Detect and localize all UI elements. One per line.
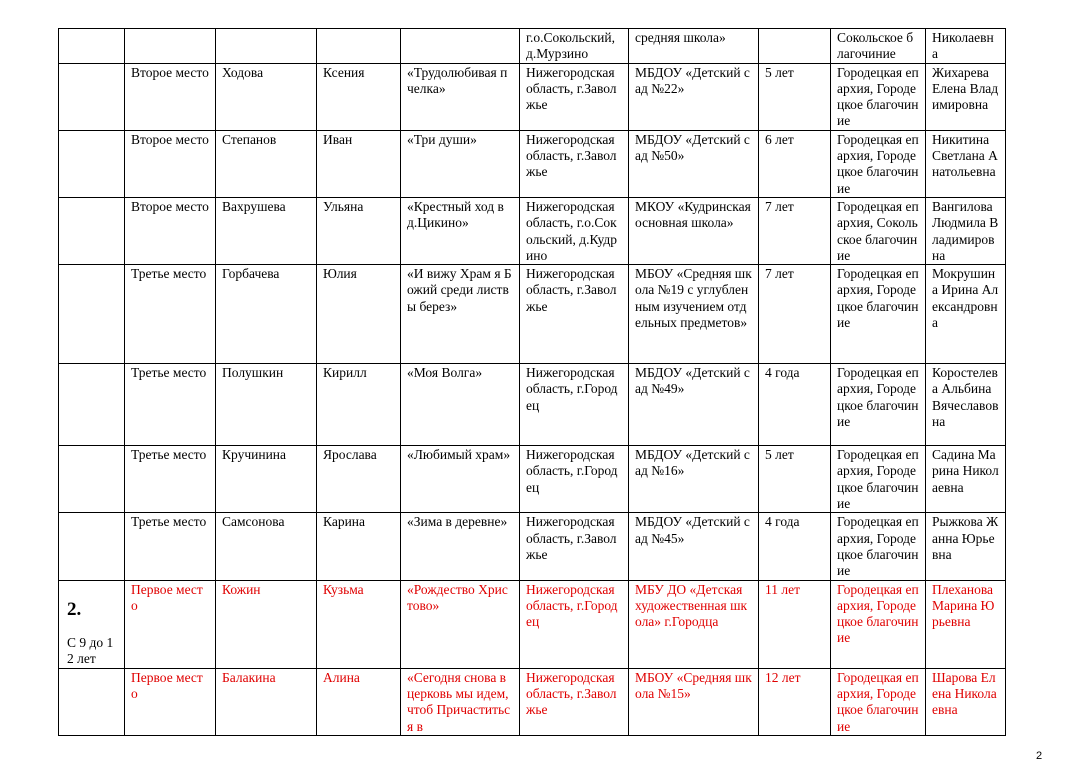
cell-name: Юлия bbox=[317, 265, 401, 364]
cell-diocese: Городецкая епархия, Городецкое благочиние bbox=[831, 130, 926, 197]
table-row bbox=[59, 130, 1006, 197]
cell-work-title: «Трудолюбивая пчелка» bbox=[401, 63, 520, 130]
cell-locality: Нижегородская область, г.Городец bbox=[520, 580, 629, 668]
cell-surname: Степанов bbox=[216, 130, 317, 197]
cell-institution: МБДОУ «Детский сад №49» bbox=[629, 364, 759, 446]
cell-institution: МБОУ «Средняя школа №15» bbox=[629, 668, 759, 735]
cell-institution: средняя школа» bbox=[629, 29, 759, 64]
cell-surname: Кручинина bbox=[216, 446, 317, 513]
cell-name: Ксения bbox=[317, 63, 401, 130]
cell-institution: МКОУ «Кудринская основная школа» bbox=[629, 197, 759, 264]
cell-teacher: Плеханова Марина Юрьевна bbox=[926, 580, 1006, 668]
cell-age: 5 лет bbox=[759, 446, 831, 513]
cell-age: 4 года bbox=[759, 364, 831, 446]
table-row bbox=[59, 668, 1006, 735]
cell-surname: Самсонова bbox=[216, 513, 317, 580]
cell-locality: Нижегородская область, г.Городец bbox=[520, 364, 629, 446]
cell-institution: МБОУ «Средняя школа №19 с углубленным изучением отдельных предметов» bbox=[629, 265, 759, 364]
cell-surname: Полушкин bbox=[216, 364, 317, 446]
cell-diocese: Городецкая епархия, Сокольское благочиние bbox=[831, 197, 926, 264]
cell-institution: МБДОУ «Детский сад №16» bbox=[629, 446, 759, 513]
cell-place: Третье место bbox=[125, 265, 216, 364]
cell-name: Ярослава bbox=[317, 446, 401, 513]
cell-number bbox=[59, 446, 125, 513]
cell-number bbox=[59, 513, 125, 580]
cell-teacher: Вангилова Людмила Владимировна bbox=[926, 197, 1006, 264]
cell-surname bbox=[216, 29, 317, 64]
cell-diocese: Городецкая епархия, Городецкое благочиние bbox=[831, 364, 926, 446]
cell-number bbox=[59, 130, 125, 197]
cell-surname: Горбачева bbox=[216, 265, 317, 364]
table-row bbox=[59, 513, 1006, 580]
cell-name: Кирилл bbox=[317, 364, 401, 446]
cell-work-title: «Зима в деревне» bbox=[401, 513, 520, 580]
cell-number bbox=[59, 197, 125, 264]
cell-locality: Нижегородская область, г.Городец bbox=[520, 446, 629, 513]
cell-age: 11 лет bbox=[759, 580, 831, 668]
cell-teacher: Коростелева Альбина Вячеславовна bbox=[926, 364, 1006, 446]
cell-work-title: «Сегодня снова в церковь мы идем, чтоб Причаститься в bbox=[401, 668, 520, 735]
cell-diocese: Городецкая епархия, Городецкое благочиние bbox=[831, 668, 926, 735]
cell-locality: Нижегородская область, г.Заволжье bbox=[520, 668, 629, 735]
cell-institution: МБДОУ «Детский сад №50» bbox=[629, 130, 759, 197]
cell-name bbox=[317, 29, 401, 64]
cell-teacher: Мокрушина Ирина Александровна bbox=[926, 265, 1006, 364]
cell-age: 7 лет bbox=[759, 197, 831, 264]
cell-surname: Кожин bbox=[216, 580, 317, 668]
cell-work-title: «Моя Волга» bbox=[401, 364, 520, 446]
cell-teacher: Никитина Светлана Анатольевна bbox=[926, 130, 1006, 197]
cell-place: Третье место bbox=[125, 446, 216, 513]
cell-institution: МБУ ДО «Детская художественная школа» г.Городца bbox=[629, 580, 759, 668]
cell-locality: Нижегородская область, г.Заволжье bbox=[520, 63, 629, 130]
cell-name: Карина bbox=[317, 513, 401, 580]
cell-locality: Нижегородская область, г.Заволжье bbox=[520, 513, 629, 580]
page-number: 2 bbox=[1036, 750, 1043, 762]
cell-institution: МБДОУ «Детский сад №45» bbox=[629, 513, 759, 580]
cell-section bbox=[59, 580, 125, 668]
cell-teacher: Рыжкова Жанна Юрьевна bbox=[926, 513, 1006, 580]
cell-place: Второе место bbox=[125, 63, 216, 130]
table-row bbox=[59, 580, 1006, 668]
cell-locality: Нижегородская область, г.о.Сокольский, д.Кудрино bbox=[520, 197, 629, 264]
cell-work-title: «Любимый храм» bbox=[401, 446, 520, 513]
cell-age: 6 лет bbox=[759, 130, 831, 197]
cell-place: Второе место bbox=[125, 197, 216, 264]
cell-surname: Вахрушева bbox=[216, 197, 317, 264]
table-row bbox=[59, 29, 1006, 64]
section-number: 2. bbox=[67, 598, 82, 620]
cell-diocese: Городецкая епархия, Городецкое благочиние bbox=[831, 446, 926, 513]
table-row bbox=[59, 446, 1006, 513]
cell-diocese: Сокольское благочиние bbox=[831, 29, 926, 64]
cell-locality: г.о.Сокольский, д.Мурзино bbox=[520, 29, 629, 64]
cell-locality: Нижегородская область, г.Заволжье bbox=[520, 265, 629, 364]
cell-place: Третье место bbox=[125, 513, 216, 580]
cell-number bbox=[59, 668, 125, 735]
table-row bbox=[59, 265, 1006, 364]
cell-number bbox=[59, 265, 125, 364]
cell-work-title bbox=[401, 29, 520, 64]
cell-place: Второе место bbox=[125, 130, 216, 197]
table-row bbox=[59, 197, 1006, 264]
cell-teacher: Николаевна bbox=[926, 29, 1006, 64]
cell-diocese: Городецкая епархия, Городецкое благочиние bbox=[831, 513, 926, 580]
cell-place: Первое место bbox=[125, 580, 216, 668]
table-row bbox=[59, 63, 1006, 130]
cell-surname: Ходова bbox=[216, 63, 317, 130]
cell-place bbox=[125, 29, 216, 64]
cell-name: Алина bbox=[317, 668, 401, 735]
table-row bbox=[59, 364, 1006, 446]
cell-age: 12 лет bbox=[759, 668, 831, 735]
cell-age: 4 года bbox=[759, 513, 831, 580]
cell-work-title: «Крестный ход в д.Цикино» bbox=[401, 197, 520, 264]
cell-number bbox=[59, 63, 125, 130]
cell-teacher: Садина Марина Николаевна bbox=[926, 446, 1006, 513]
cell-place: Первое место bbox=[125, 668, 216, 735]
cell-surname: Балакина bbox=[216, 668, 317, 735]
cell-name: Ульяна bbox=[317, 197, 401, 264]
section-age-range: С 9 до 12 лет bbox=[67, 635, 114, 667]
cell-diocese: Городецкая епархия, Городецкое благочиние bbox=[831, 265, 926, 364]
cell-age: 5 лет bbox=[759, 63, 831, 130]
cell-teacher: Шарова Елена Николаевна bbox=[926, 668, 1006, 735]
cell-locality: Нижегородская область, г.Заволжье bbox=[520, 130, 629, 197]
cell-number bbox=[59, 364, 125, 446]
cell-work-title: «Рождество Христово» bbox=[401, 580, 520, 668]
cell-place: Третье место bbox=[125, 364, 216, 446]
cell-diocese: Городецкая епархия, Городецкое благочиние bbox=[831, 63, 926, 130]
cell-diocese: Городецкая епархия, Городецкое благочиние bbox=[831, 580, 926, 668]
cell-number bbox=[59, 29, 125, 64]
cell-teacher: Жихарева Елена Владимировна bbox=[926, 63, 1006, 130]
results-table bbox=[58, 28, 1006, 736]
cell-age bbox=[759, 29, 831, 64]
cell-age: 7 лет bbox=[759, 265, 831, 364]
cell-name: Иван bbox=[317, 130, 401, 197]
cell-institution: МБДОУ «Детский сад №22» bbox=[629, 63, 759, 130]
cell-work-title: «И вижу Храм я Божий среди листвы берез» bbox=[401, 265, 520, 364]
cell-work-title: «Три души» bbox=[401, 130, 520, 197]
cell-name: Кузьма bbox=[317, 580, 401, 668]
